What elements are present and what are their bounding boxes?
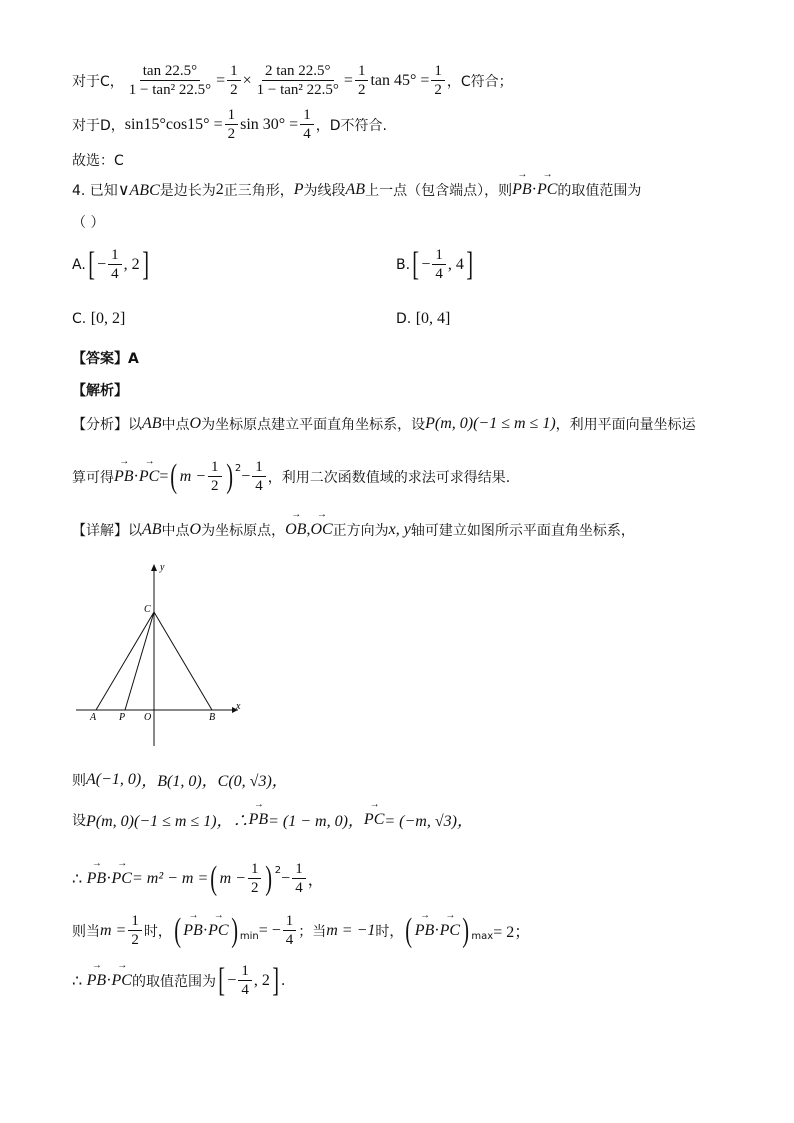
answer-label: 【答案】A — [72, 351, 139, 367]
label-p: P — [119, 712, 126, 723]
side-bc — [154, 612, 212, 710]
segment-pc — [125, 612, 154, 710]
x-label: x — [236, 701, 241, 712]
side-ac — [96, 612, 154, 710]
text: 对于C， — [72, 73, 124, 90]
y-axis-arrow — [151, 564, 157, 571]
option-d-analysis: 对于D， sin15°cos15° = $\frac{1}{2}$ sin 30° = $\frac{1}{4}$ ，D不符合. — [72, 107, 387, 142]
option-b: B. [ − $\frac{1}{4}$ , 4 ] — [396, 245, 473, 283]
extremes-line: 则当 m = $\frac{1}{2}$ 时， ( → PB · → PC ) min = − $\frac{1}{4}$ ；当 m = −1 时， ( → PB · → PC ) max = 2； — [72, 912, 530, 949]
option-d: D. [0, 4] — [396, 310, 451, 327]
y-label: y — [160, 562, 165, 573]
option-c: C. [0, 2] — [72, 310, 126, 327]
analysis-label: 【解析】 — [72, 383, 128, 399]
label-b: B — [209, 712, 216, 723]
dot-product-line: ∴ → PB · → PC = m² − m = ( m − $\frac{1}{2}$ ) 2 − $\frac{1}{4}$ ， — [72, 860, 324, 897]
coordinates-line: 则 A(−1, 0) ，B(1, 0)， C(0, √3)， — [72, 770, 288, 790]
label-o: O — [144, 712, 152, 723]
set-p-line: 设 P(m, 0)(−1 ≤ m ≤ 1)，∴ → PB = (1 − m, 0)， → PC = (−m, √3)， — [72, 808, 473, 831]
question-4-paren: （ ） — [72, 215, 105, 231]
option-a: A. [ − $\frac{1}{4}$ , 2 ] — [72, 245, 149, 283]
fenxi-line: 【分析】以 AB 中点 O 为坐标原点建立平面直角坐标系，设 P(m, 0)(−1 ≤ m ≤ 1) ，利用平面向量坐标运 — [72, 415, 696, 433]
question-4: 4. 已知 ∨ABC 是边长为 2 正三角形， P 为线段 AB 上一点（包含端点），则 → PB · → PC 的取值范围为 — [72, 180, 641, 200]
calc-line: 算可得 → PB · → PC = ( m − $\frac{1}{2}$ ) 2 − $\frac{1}{4}$ ，利用二次函数值域的求法可求得结果. — [72, 458, 510, 495]
option-c-analysis: 对于C， $\frac{\tan 22.5^\circ}{\text{1 − tan² 22.5°}}$ = $\frac{1}{2}$ × $\frac{2 \tan 22.5^\circ}{\text{1 − tan² 22.5°}}$ = $\frac{1}{2}$ tan 45° = $\frac{1}{2}$ ，C符合； — [72, 63, 513, 98]
detail-line: 【详解】以 AB 中点 O 为坐标原点， → OB , → OC 正方向为 x, y 轴可建立如图所示平面直角坐标系， — [72, 520, 635, 540]
range-conclusion: ∴ → PB · → PC 的取值范围为 [ − $\frac{1}{4}$ , 2 ] . — [72, 962, 285, 999]
triangle-diagram — [70, 560, 250, 750]
fraction: $\frac{\tan 22.5^\circ}{\text{1 − tan² 22.5°}}$ — [128, 63, 212, 98]
label-c: C — [144, 604, 151, 615]
choose-line: 故选：C — [72, 153, 124, 169]
label-a: A — [90, 712, 97, 723]
